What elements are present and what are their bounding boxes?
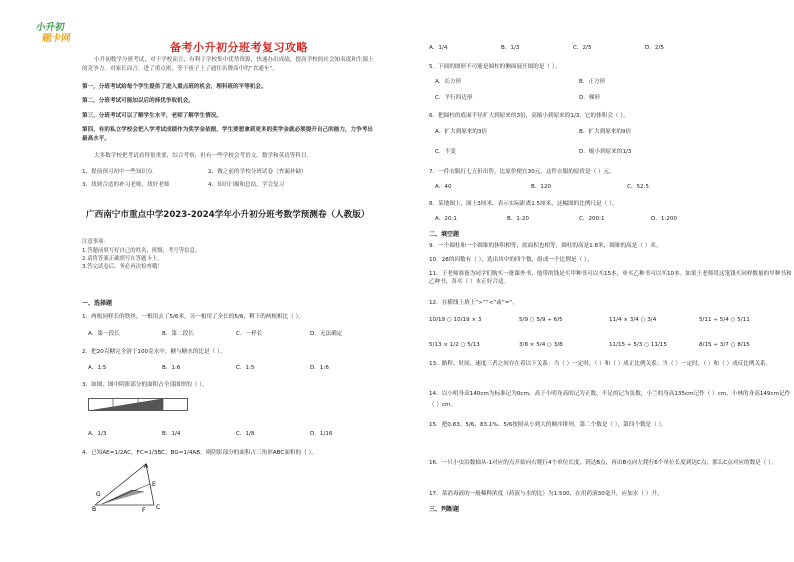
guide-point-2: 第二，分班考试可能加以后的择优争取机会。 [82,98,194,104]
q6-option-b: B．扩大到原来的9倍 [579,129,632,135]
guide-intro: 小升初数学分班考试，对于学校而言，有利于学校集中优势资源，快速办出成绩，提高学校的社会知名度和生源上的竞争力。对家长而言，进了重点班，等于孩子上了通往名牌高中的“直通车”。 [82,57,374,72]
question-10: 10．28的因数有（ ），选出其中的四个数，组成一个比例是（ ）。 [429,257,593,263]
guide-advice: 大多数学校把考试看得很重要，综合考察，但有一些学校会考语文、数学和英语等科目。 [94,153,313,159]
q8-option-a: A．20:1 [435,216,457,222]
question-9: 9．一个圆柱和一个圆锥的体积相等，底面积也相等，圆柱的高是1.8米，圆锥的高是（ ）米。 [429,243,662,249]
q5-option-d: D．梯形 [579,95,601,101]
question-5: 5．下面的图形不可能是圆柱的侧面展开图的是（ ）。 [429,64,561,70]
compare-2-3: 11/15 ÷ 5/3 ○ 11/15 [609,342,667,348]
shaded-bar-figure [88,398,188,411]
q3-option-b: B．1/4 [162,431,181,437]
q4-option-d: D．2/5 [645,45,664,51]
note-1: 1.答题前填写好自己的姓名、班级、考号等信息。 [82,248,201,254]
q2-option-c: C．1:5 [236,365,255,371]
svg-text:C: C [156,504,161,511]
q6-option-a: A．扩大到原来的3倍 [435,129,488,135]
question-8: 8．某地图上，图上3厘米，表示实际距离1.5厘米，这幅图的比例尺是（ ）。 [429,201,618,207]
q1-option-c: C．一样长 [236,331,263,337]
q6-option-d: D．缩小到原来的1/3 [579,149,632,155]
q2-option-a: A．1:5 [88,365,107,371]
left-page [0,0,385,562]
guide-point-4: 第四，有的私立学校会把入学考试成绩作为奖学金依据，学生要想拿到更多的奖学金就必须提升自己的能力，力争考出最高水平。 [82,127,373,142]
question-2: 2．把20克糖完全溶于100克水中，糖与糖水的比是（ ）。 [82,349,226,355]
guide-tip-1: 1、提前预习初中一些知识点 [82,169,153,175]
q6-option-c: C．不变 [435,149,456,155]
q4-option-b: B．1/3 [501,45,520,51]
guide-tip-2: 2、做之前的学校分班试卷（查漏补缺） [208,169,307,175]
svg-text:E: E [152,481,156,488]
question-11: 11．王老师准备为同学们购买一批课外书，他带的钱是买甲种书可以买15本，单买乙种书可以买10本。如果王老师用这笔钱买同样数量的甲种书和乙种书，各买（ ）本正好合适。 [429,271,792,285]
section-judge: 三、判断题 [429,506,460,513]
svg-text:A: A [144,463,149,470]
note-3: 3.答完试卷后，务必再次检查哦！ [82,264,163,270]
exam-title: 广西南宁市重点中学2023-2024学年小升初分班考数学预测卷（人教版） [86,210,370,220]
question-14: 14．以小明身高140cm为标准记为0cm，高于小明身高的记为正数，不足的记为负数，小兰的身高135cm记作（ ）cm，小林的身高149cm记作（ ）cm。 [429,391,791,408]
q7-option-a: A．40 [435,184,452,190]
compare-2-4: 8/15 ÷ 3/7 ○ 8/15 [699,342,750,348]
q8-option-c: C．200:1 [579,216,605,222]
guide-title: 备考小升初分班考复习攻略 [170,41,308,54]
q5-option-c: C．平行四边形 [435,95,473,101]
svg-text:F: F [142,507,146,512]
guide-tip-4: 4、知识扫描和总结，学会复习 [208,182,285,188]
svg-text:B: B [92,506,97,512]
q8-option-b: B．1:20 [507,216,529,222]
guide-point-3: 第三，分班考试可以了解学生水平，老师了解学生情况。 [82,113,222,119]
q3-option-d: D．1/16 [310,431,333,437]
question-3: 3．如图，图中阴影部分的面积占全部图形的（ ）。 [82,382,208,388]
guide-point-1: 第一，分班考试给每个学生提供了进入重点班的机会，理科班的平等机会。 [82,84,267,90]
q7-option-c: C．52.5 [627,184,649,190]
q5-option-b: B．正方形 [579,79,606,85]
section-choice: 一、选择题 [82,300,113,307]
compare-2-1: 5/13 × 1/2 ○ 5/13 [429,342,480,348]
q8-option-d: D．1:200 [651,216,678,222]
notes-header: 注意事项： [82,239,109,245]
q3-option-a: A．1/3 [88,431,107,437]
q2-option-d: D．1:6 [310,365,329,371]
q3-option-c: C．1/8 [236,431,255,437]
question-6: 6．把圆柱的底面半径扩大到原来的3倍，高缩小到原来的1/3，它的体积会（ ）。 [429,113,629,119]
q4-option-a: A．1/4 [429,45,448,51]
triangle-figure [92,462,170,512]
question-17: 17．某消毒液的一般稀释浓度（药液与水的比）为1:500，在用药液30毫升，应加水（ ）升。 [429,491,663,497]
section-fill: 二、填空题 [429,231,460,238]
q1-option-b: B．第二段长 [162,331,194,337]
question-4: 4．已知AE=1/2AC，FC=1/3BC，BG=1/4AB，则阴影部分的面积占三角形ABC面积的（ ）。 [82,450,317,456]
question-12: 12．在横线上填上“>”“<”或“=”。 [429,300,518,306]
svg-text:G: G [96,491,101,498]
compare-1-4: 5/11 ÷ 5/4 ○ 5/11 [699,317,750,323]
site-logo: 小升初 题卡网 [35,22,72,44]
question-7: 7．一件衣服打七五折出售，比原价便宜30元，这件衣服的原价是（ ）元。 [429,169,615,175]
q4-option-c: C．2/5 [573,45,592,51]
question-13: 13．路程、时间、速度三者之间存在着以下关系：当（ ）一定时，（ ）和（ ）成正比例关系；当（ ）一定时，（ ）和（ ）成反比例关系。 [429,361,772,367]
question-16: 16．一只小虫沿数轴从-1对应的点开始向右爬行4个单位长度，到达B点，再由B点向左爬行6个单位长度到达C点，那么C点对应的数是（ ）。 [429,460,777,466]
compare-2-2: 3/8 × 5/4 ○ 3/8 [519,342,563,348]
note-2: 2.请将答案正确填写在答题卡上。 [82,256,163,262]
q1-option-d: D．无法确定 [310,331,343,337]
question-15: 15．把0.83、5/6、83.1%、5/6按照从小到大的顺序排列，第二个数是（ ），第四个数是（ ）。 [429,422,667,428]
question-1: 1．两根同样长的铁丝，一根用去了5/6米，另一根用了全长的5/6，剩下的两根相比（ ）。 [82,314,304,320]
guide-tip-3: 3、找到合适的补习老师，找好老师 [82,182,170,188]
right-page [409,0,794,562]
compare-1-2: 5/9 ○ 5/9 ÷ 6/5 [519,317,563,323]
q1-option-a: A．第一段长 [88,331,120,337]
q7-option-b: B．120 [531,184,552,190]
q5-option-a: A．长方形 [435,79,462,85]
compare-1-3: 11/4 × 3/4 ○ 3/4 [609,317,657,323]
compare-1-1: 10/19 ○ 10/19 × 3 [429,317,482,323]
q2-option-b: B．1:6 [162,365,181,371]
